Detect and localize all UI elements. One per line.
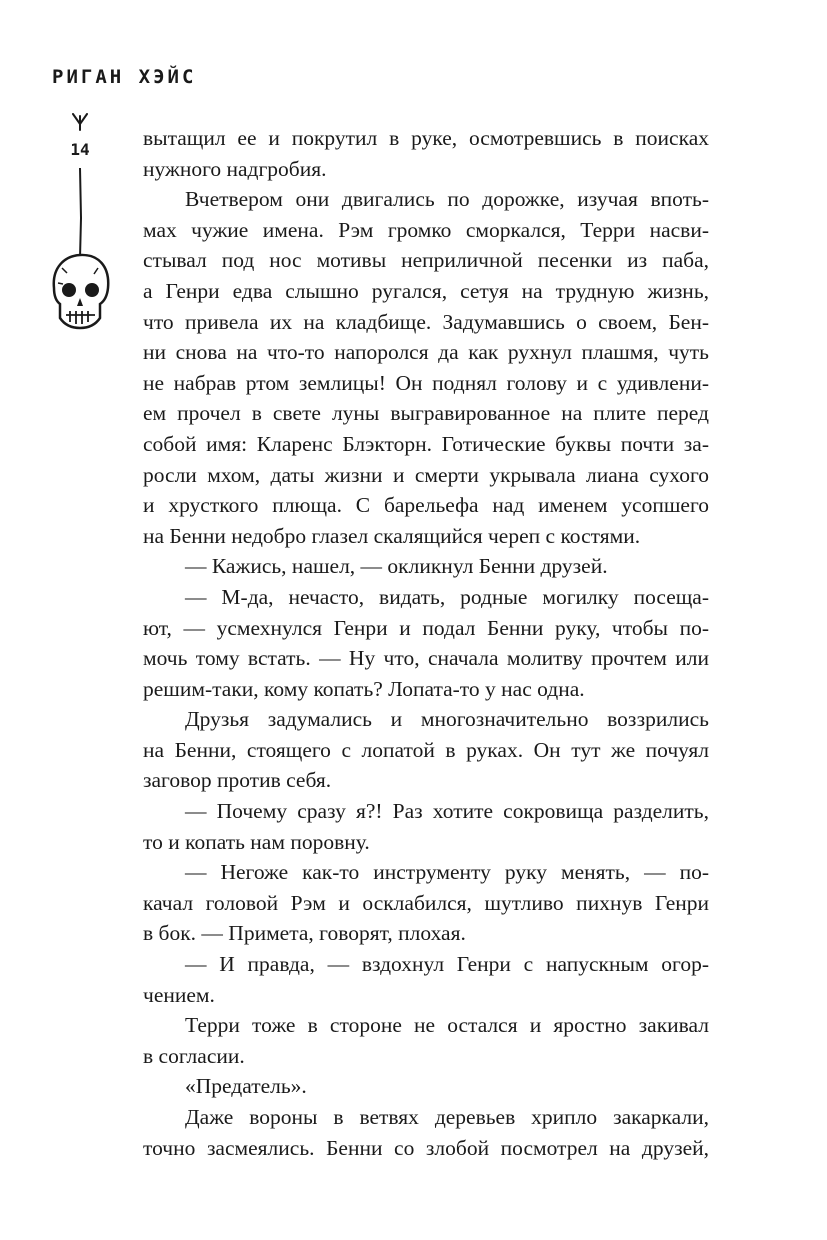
text-line: то и копать нам поровну. [143, 829, 370, 854]
page-number: 14 [70, 140, 90, 159]
text-line: заговор против себя. [143, 768, 332, 793]
text-line: ни снова на что-то напоролся да как рухнул плашмя, чуть [143, 340, 709, 365]
text-line: чением. [143, 982, 215, 1007]
text-line: — Кажись, нашел, — окликнул Бенни друзей. [185, 554, 608, 579]
running-header-author: РИГАН ХЭЙС [52, 66, 197, 88]
text-line: что привела их на кладбище. Задумавшись о своем, Бен- [143, 309, 709, 334]
text-line: «Предатель». [185, 1074, 307, 1099]
text-line: — Почему сразу я?! Раз хотите сокровища разделить, [185, 799, 709, 824]
text-line: собой имя: Кларенс Блэкторн. Готические буквы почти за- [143, 431, 709, 456]
text-line: качал головой Рэм и осклабился, шутливо пихнув Генри [143, 890, 709, 915]
text-line: стывал под нос мотивы неприличной песенки из паба, [143, 248, 709, 273]
text-line: Друзья задумались и многозначительно воззрились [185, 707, 709, 732]
text-line: ют, — усмехнулся Генри и подал Бенни руку, чтобы по- [143, 615, 709, 640]
text-line: — М-да, нечасто, видать, родные могилку посеща- [185, 584, 709, 609]
text-line: нужного надгробия. [143, 156, 327, 181]
text-line: мах чужие имена. Рэм громко сморкался, Терри насви- [143, 217, 709, 242]
text-line: на Бенни недобро глазел скалящийся череп с костями. [143, 523, 641, 548]
text-line: не набрав ртом землицы! Он поднял голову и с удивлени- [143, 370, 709, 395]
text-line: на Бенни, стоящего с лопатой в руках. Он тут же почуял [143, 737, 709, 762]
text-line: росли мхом, даты жизни и смерти укрывала лиана сухого [143, 462, 709, 487]
text-line: вытащил ее и покрутил в руке, осмотревшись в поисках [143, 126, 709, 150]
body-text [143, 123, 709, 1163]
text-line: и хрусткого плюща. С барельефа над именем усопшего [143, 493, 709, 518]
text-line: а Генри едва слышно ругался, сетуя на трудную жизнь, [143, 278, 709, 303]
text-line: в согласии. [143, 1043, 245, 1068]
text-line: Вчетвером они двигались по дорожке, изучая впоть- [185, 187, 709, 212]
text-line: ем прочел в свете луны выгравированное на плите перед [143, 401, 709, 426]
text-line: мочь тому встать. — Ну что, сначала молитву прочтем или [143, 646, 709, 671]
text-line: — И правда, — вздохнул Генри с напускным огор- [185, 952, 709, 977]
text-line: — Негоже как-то инструменту руку менять, — по- [185, 860, 709, 885]
text-line: точно засмеялись. Бенни со злобой посмотрел на друзей, [143, 1135, 709, 1160]
text-line: в бок. — Примета, говорят, плохая. [143, 921, 466, 946]
skull-icon [54, 255, 108, 328]
text-line: решим-таки, кому копать? Лопата-то у нас одна. [143, 676, 585, 701]
text-line: Даже вороны в ветвях деревьев хрипло закаркали, [185, 1105, 709, 1129]
text-line: Терри тоже в стороне не остался и яростно закивал [185, 1013, 709, 1038]
